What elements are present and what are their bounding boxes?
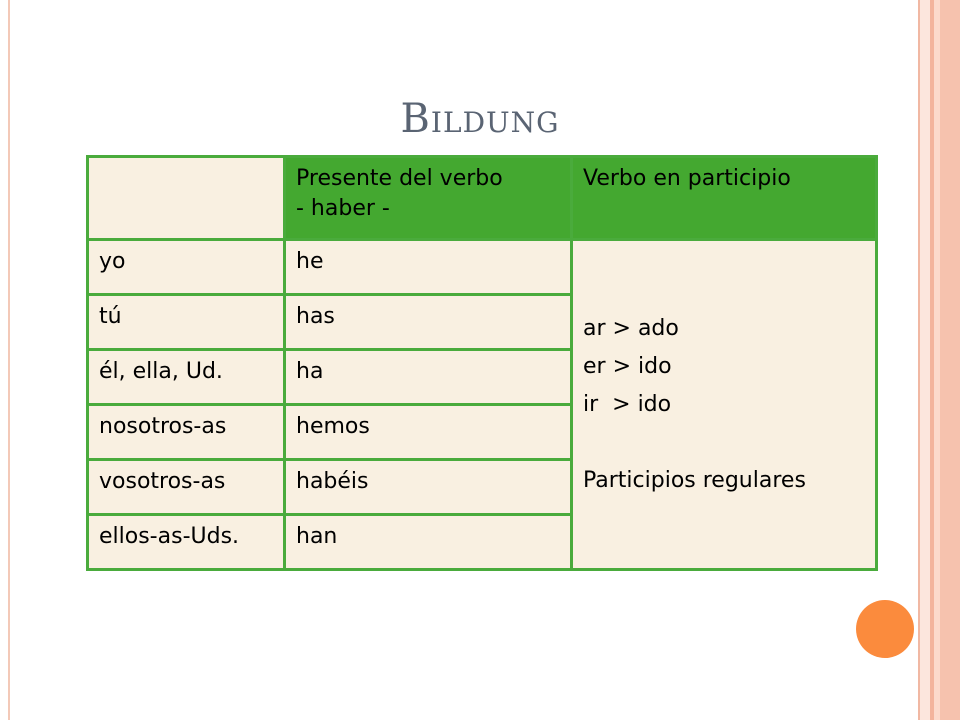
haber-form-cell: hemos <box>285 405 572 460</box>
pronoun-cell: él, ella, Ud. <box>88 350 285 405</box>
participle-rules-cell <box>572 240 877 570</box>
rules-spacer <box>583 424 865 462</box>
haber-form-cell: habéis <box>285 460 572 515</box>
pronoun-cell: yo <box>88 240 285 295</box>
pronoun-cell: vosotros-as <box>88 460 285 515</box>
pronoun-cell: tú <box>88 295 285 350</box>
participle-rule-ar: ar > ado <box>583 315 679 341</box>
participle-rule-ir: ir > ido <box>583 391 672 417</box>
conjugation-table <box>86 155 878 571</box>
haber-form-cell: han <box>285 515 572 570</box>
header-cell-presente <box>285 157 572 240</box>
header-presente-line1: Presente del verbo <box>296 166 503 191</box>
header-cell-empty <box>88 157 285 240</box>
table-header-row <box>88 157 877 240</box>
haber-form-cell: he <box>285 240 572 295</box>
participle-rule-er: er > ido <box>583 353 672 379</box>
pronoun-cell: ellos-as-Uds. <box>88 515 285 570</box>
orange-circle-decoration <box>856 600 914 658</box>
header-presente-line2: - haber - <box>296 196 390 221</box>
slide-title: Bildung <box>400 96 560 142</box>
participle-note: Participios regulares <box>583 467 806 493</box>
haber-form-cell: ha <box>285 350 572 405</box>
header-cell-participio: Verbo en participio <box>572 157 877 240</box>
haber-form-cell: has <box>285 295 572 350</box>
pronoun-cell: nosotros-as <box>88 405 285 460</box>
table-row <box>88 240 877 295</box>
